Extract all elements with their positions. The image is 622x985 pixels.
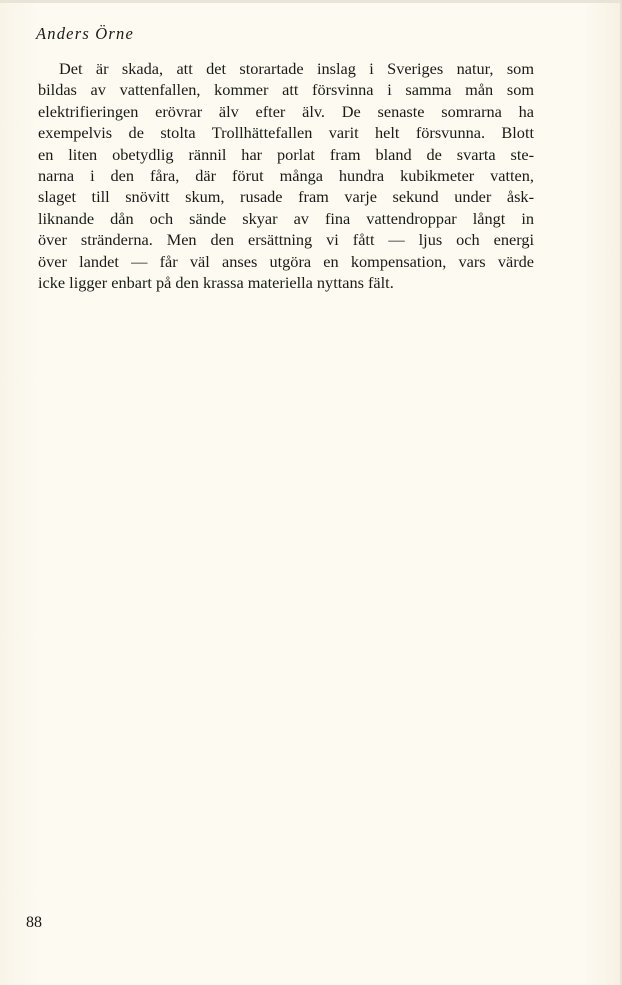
paragraph-line: liknande dån och sände skyar av fina vattendroppar långt in [38,208,534,228]
paragraph-line: slaget till snövitt skum, rusade fram varje sekund under åsk- [38,187,534,207]
author-heading: Anders Örne [36,24,134,43]
paragraph-line: Det är skada, att det storartade inslag i Sveriges natur, som [59,59,534,78]
page-number: 88 [26,914,42,931]
page-top-edge [0,0,622,3]
paragraph-line: elektrifieringen erövrar älv efter älv. De senaste somrarna ha [38,101,534,121]
paragraph-line: över stränderna. Men den ersättning vi fått — ljus och energi [38,230,534,250]
paragraph-line: bildas av vattenfallen, kommer att försvinna i samma mån som [38,80,534,100]
body-paragraph [38,58,534,293]
paragraph-line: en liten obetydlig rännil har porlat fram bland de svarta ste- [38,144,534,164]
paragraph-line: icke ligger enbart på den krassa materiella nyttans fält. [38,272,394,292]
paragraph-line: exempelvis de stolta Trollhättefallen varit helt försvunna. Blott [38,123,534,143]
paragraph-line: över landet — får väl anses utgöra en kompensation, vars värde [38,251,534,271]
paragraph-line: narna i den fåra, där förut många hundra kubikmeter vatten, [38,165,534,185]
